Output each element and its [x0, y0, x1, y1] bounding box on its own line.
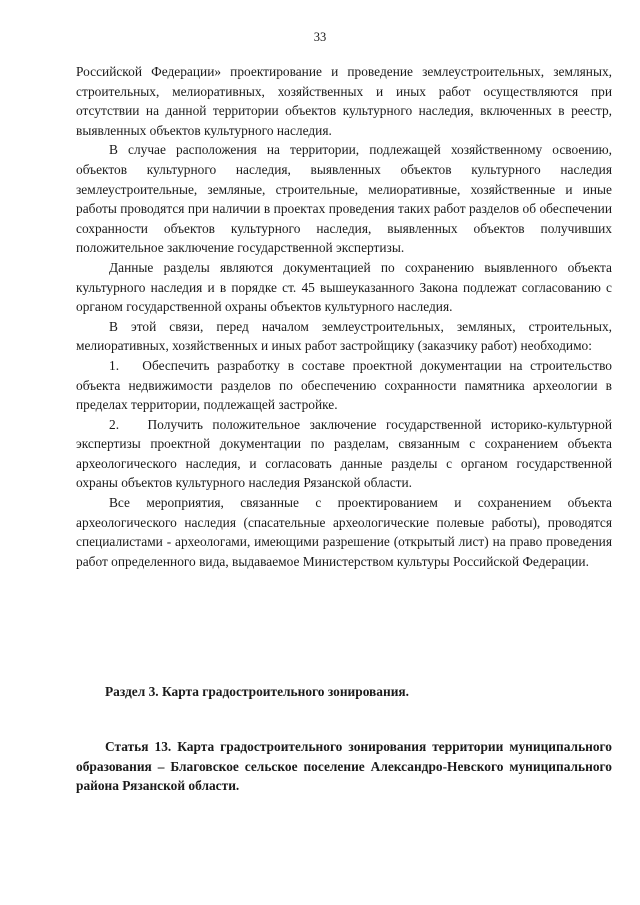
paragraph-documentation-sections: Данные разделы являются документацией по сохранению выявленного объекта культурного наследия и в порядке ст. 45 вышеуказанного Закона подлежат согласованию с органом государственной охраны объектов культурного наследия.: [76, 259, 612, 315]
paragraph-cultural-heritage-works: В случае расположения на территории, подлежащей хозяйственному освоению, объектов культурного наследия, выявленных объектов культурного наследия землеустроительные, земляные, строительные, мелиоративные, хозяйственные и иные работы проводятся при наличии в проектах проведения таких работ разделов об обеспечении сохранности объектов культурного наследия, выявленных объектов получивших положительное заключение государственной экспертизы.: [76, 142, 612, 256]
section-heading: Раздел 3. Карта градостроительного зонирования.: [105, 684, 410, 699]
list-item-2: 2. Получить положительное заключение государственной историко-культурной экспертизы проектной документации по разделам, связанным с сохранением объекта археологического наследия, и согласовать данные разделы с органом государственной охраны объектов культурного наследия Рязанской области.: [76, 416, 612, 491]
body-text: [76, 62, 612, 571]
paragraph-continuation: Российской Федерации» проектирование и проведение землеустроительных, земляных, строительных, мелиоративных, хозяйственных и иных работ осуществляются при отсутствии на данной территории объектов культурного наследия, включенных в реестр, выявленных объектов культурного наследия.: [76, 64, 612, 138]
paragraph-developer-requirements: В этой связи, перед началом землеустроительных, земляных, строительных, мелиоративных, хозяйственных и иных работ застройщику (заказчику работ) необходимо:: [76, 318, 612, 354]
page-number: 33: [313, 30, 327, 44]
article-heading: Статья 13. Карта градостроительного зонирования территории муниципального образования – Благовское сельское поселение Александро-Невского муниципального района Рязанской области.: [76, 739, 612, 794]
paragraph-archaeological-measures: Все мероприятия, связанные с проектированием и сохранением объекта археологического наследия (спасательные археологические полевые работы), проводятся специалистами - археологами, имеющими разрешение (открытый лист) на право проведения работ определенного вида, выдаваемое Министерством культуры Российской Федерации.: [76, 495, 612, 569]
list-item-1: 1. Обеспечить разработку в составе проектной документации на строительство объекта недвижимости разделов по обеспечению сохранности памятника археологии в пределах территории, подлежащей застройке.: [76, 357, 612, 413]
